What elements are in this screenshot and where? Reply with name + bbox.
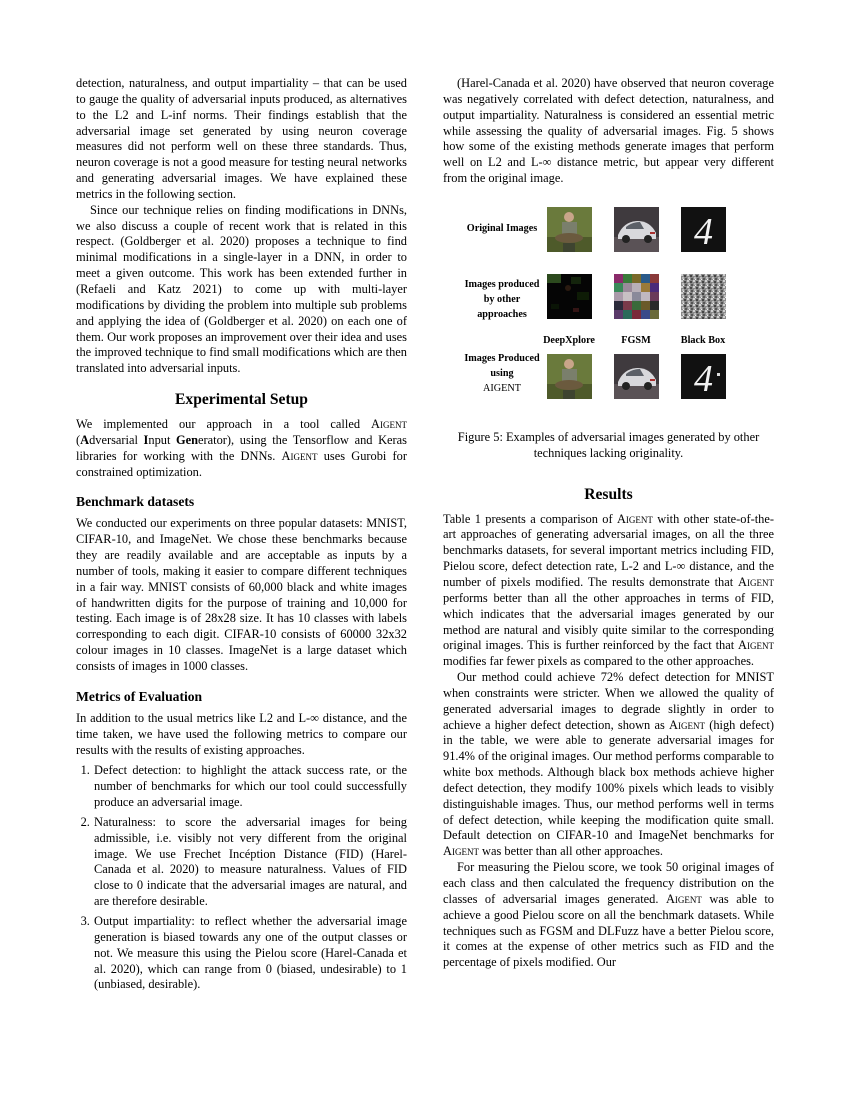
tool-name: Aigent <box>665 891 702 906</box>
section-heading-experimental-setup: Experimental Setup <box>175 391 308 409</box>
list-item: 2. Naturalness: to score the adversarial images for being admissible, i.e. visibly not very different from the original image. We use Frechet Incéption Distance (FID) (Harel-Canada et al. 2020) to measure naturalness. Values of FID close to 0 indicate that the adversarial images are natural, and are therefore desirable. <box>93 815 407 910</box>
column-label-fgsm: FGSM <box>621 334 651 346</box>
row-label-aigent: Images Produced using AIGENT <box>464 352 540 394</box>
deepxplore-fish-image <box>547 274 592 319</box>
paragraph: (Harel-Canada et al. 2020) have observed that neuron coverage was negatively correlated with defect detection, naturalness, and output impartiality. Naturalness is considered an essential metric while assessing the quality of adversarial images. Fig. 5 shows how some of the existing methods generate images that perform well on L2 and L-∞ distance metric, but appear very different from the original image. <box>443 76 774 186</box>
blackbox-digit-image <box>681 274 726 319</box>
section-heading-results: Results <box>584 485 633 503</box>
paragraph: detection, naturalness, and output impartiality – that can be used to gauge the quality of adversarial inputs produced, as alternatives to the L2 and L-inf norms. Their findings establish that the adversarial image set generated by using neuron coverage measures did not perform well on these three standards. Thus, neuron coverage is not a good measure for testing neural networks and generating adversarial images. We have explained these metrics in the following section. <box>76 76 407 201</box>
column-label-deepxplore: DeepXplore <box>543 334 595 346</box>
original-car-image <box>614 207 659 252</box>
tool-name: Aigent <box>738 574 774 589</box>
row-label-other-approaches: Images produced by other approaches <box>464 278 540 320</box>
results-paragraph: Table 1 presents a comparison of Aigent with other state-of-the-art approaches of generating adversarial images, on all the three benchmarks datasets, for several important metrics including FID, Pielou score, defect detection rate, L-2 and L-∞ distance, and the number of pixels modified. The results demonstrate that Aigent performs better than all the other approaches in terms of FID, which indicates that the adversarial images generated by our method are natural and visibly quite similar to the corresponding original images. This is further reinforced by the fact that Aigent modifies far fewer pixels as compared to the other approaches. <box>443 511 775 669</box>
subsection-heading-metrics: Metrics of Evaluation <box>76 688 203 704</box>
row-label-original: Original Images <box>466 222 538 234</box>
benchmark-paragraph: We conducted our experiments on three popular datasets: MNIST, CIFAR-10, and ImageNet. We chose these benchmarks because they are readily available and are acceptable as inputs by a number of tools, making it easier to compare different techniques in a fair way. MNIST consists of 60,000 black and white images of handwritten digits for the purpose of training and 10,000 for testing. Each image is of 28x28 size. It has 10 classes with labels corresponding to each digit. CIFAR-10 consists of 60000 32x32 colour images in 10 classes. ImageNet is a large dataset which consists of images in 1000 classes. <box>76 516 407 673</box>
svg-text:4: 4 <box>694 210 713 252</box>
aigent-fish-image <box>547 354 592 399</box>
svg-text:4: 4 <box>694 357 713 399</box>
tool-name: Aigent <box>738 638 774 653</box>
experimental-setup-paragraph: We implemented our approach in a tool called Aigent (Adversarial Input Generator), using the Tensorflow and Keras libraries for working with the DNNs. Aigent uses Gurobi for constrained optimization. <box>76 417 407 479</box>
list-item: 3. Output impartiality: to reflect whether the adversarial image generation is biased towards any one of the output classes or not. We measure this using the Pielou score (Harel-Canada et al. 2020), which can range from 0 (biased, undesirable) to 1 (unbiased, desirable). <box>93 914 407 993</box>
figure-caption: Figure 5: Examples of adversarial images generated by other techniques lacking originality. <box>457 429 760 460</box>
metrics-list <box>76 763 407 993</box>
tool-name: Aigent <box>443 844 479 859</box>
list-item: 1. Defect detection: to highlight the attack success rate, or the number of benchmarks for which our tool could successfully produce an adversarial image. <box>93 763 407 811</box>
right-column <box>443 76 774 971</box>
fgsm-car-image <box>614 274 659 319</box>
original-fish-image <box>547 207 592 252</box>
results-paragraph: For measuring the Pielou score, we took 50 original images of each class and then calculated the frequency distribution on the classes of adversarial images generated. Aigent was able to achieve a good Pielou score on all the benchmark datasets. While techniques such as FGSM and DLFuzz have a better Pielou score, it comes at the expense of other metrics such as FID and the percentage of pixels modified. Our <box>443 860 774 970</box>
tool-name: Aigent <box>281 448 318 463</box>
original-digit-image <box>681 207 726 252</box>
tool-name: Aigent <box>669 717 705 732</box>
results-paragraph: Our method could achieve 72% defect detection for MNIST when constraints were stricter. When we allowed the quality of generated adversarial images to degrade slightly in order to achieve a higher defect detection, shown as Aigent (high defect) in the table, we were able to generate adversarial images for 91.4% of the original images. Our method performs comparable to white box methods. Although black box methods achieve higher defect detection, they modify 100% pixels which leads to visibly distinguishable images. Thus, our method performs well in terms of defect detection, while keeping the modification quite small. Default detection on CIFAR-10 and ImageNet benchmarks for Aigent was better than all other approaches. <box>443 670 774 859</box>
metrics-paragraph: In addition to the usual metrics like L2 and L-∞ distance, and the time taken, we have used the following metrics to compare our results with the results of existing approaches. <box>76 710 407 757</box>
aigent-car-image <box>614 354 659 399</box>
column-label-black-box: Black Box <box>680 334 726 346</box>
figure-5 <box>443 207 774 420</box>
tool-name: Aigent <box>616 511 653 526</box>
aigent-digit-image <box>681 354 726 399</box>
subsection-heading-benchmark-datasets: Benchmark datasets <box>76 494 195 510</box>
tool-name: Aigent <box>371 417 407 432</box>
left-column <box>76 76 407 997</box>
paragraph: Since our technique relies on finding modifications in DNNs, we also discuss a couple of recent work that is related in this respect. (Goldberger et al. 2020) proposes a technique to find minimal modifications in a single-layer in a DNN, in order to meet a given outcome. This work has been extended further in (Refaeli and Katz 2021) to come up with multi-layer modifications by dividing the problem into multiple sub problems and applying the idea of (Goldberger et al. 2020) on each one of them. Our work proposes an improvement over their idea and uses the improved technique to find small modifications which are then translated into adversarial inputs. <box>76 202 407 376</box>
